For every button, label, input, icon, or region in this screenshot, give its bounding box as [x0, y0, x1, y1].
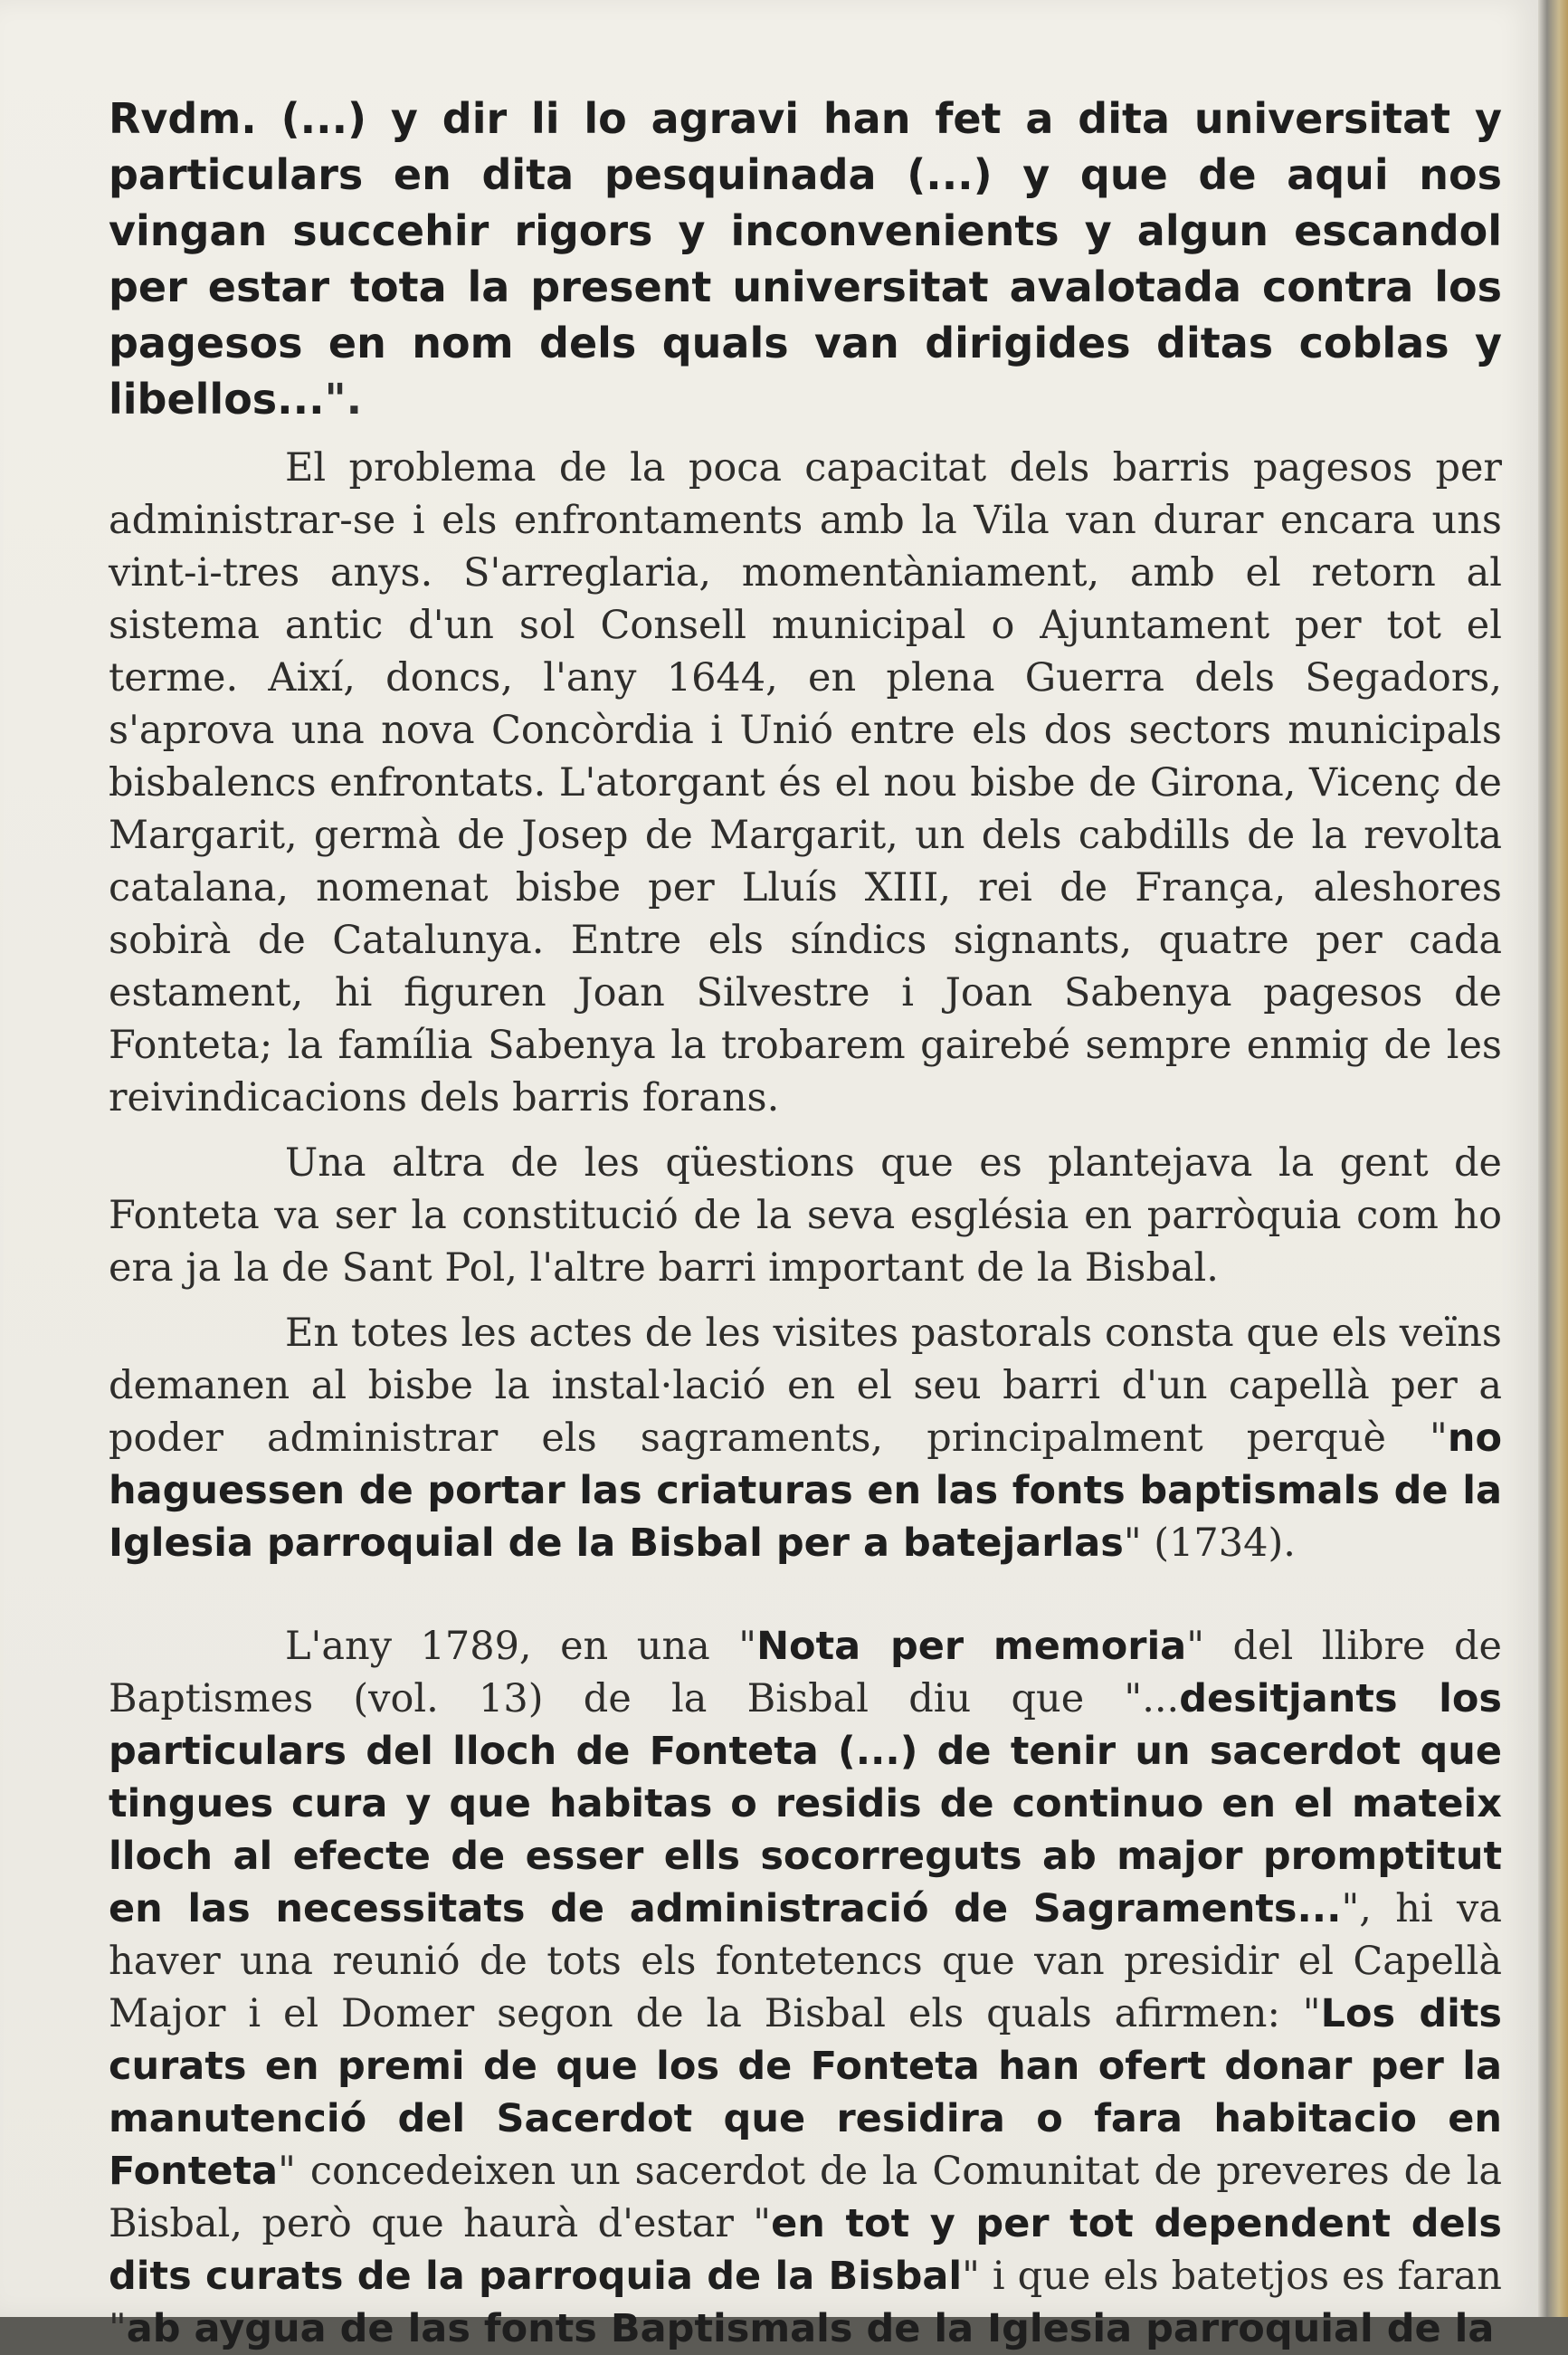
body-text: " i que els batetjos es faran " [109, 2254, 1502, 2351]
body-text: En totes les actes de les visites pastorals consta que els veïns demanen al bisbe la instal·lació en el seu barri d'un capellà per a poder administrar els sagraments, principalment perquè " [109, 1311, 1502, 1461]
quoted-text: Rvdm. (...) y dir li lo agravi han fet a dita universitat y particulars en dita pesquinada (...) y que de aqui nos vingan succehir rigors y inconvenients y algun escandol per estar tota la present universitat avalotada contra los pagesos en nom dels quals van dirigides ditas coblas y libellos... [109, 94, 1502, 424]
quoted-text: desitjants los particulars del lloch de Fonteta (...) de tenir un sacerdot que tingues cura y que habitas o residis de continuo en el mateix lloch al efecte de esser ells socorreguts ab major promptitut en las necessitats de administració de Sagraments... [109, 1676, 1503, 1931]
body-text: ", hi va haver una reunió de tots els fontetencs que van presidir el Capellà Major i el Domer segon de la Bisbal els quals afirmen: " [109, 1886, 1502, 2036]
body-text: L'any 1789, en una " [285, 1624, 757, 1669]
body-text: " (1734). [1123, 1521, 1296, 1566]
quoted-text: Los dits curats en premi de que los de Fonteta han ofert donar per la manutenció del Sacerdot que residira o fara habitacio en Fonteta [109, 1991, 1502, 2194]
body-text: " del llibre de Baptismes (vol. 13) de la Bisbal diu que "... [109, 1624, 1502, 1721]
body-text: El problema de la poca capacitat dels barris pagesos per administrar-se i els enfrontaments amb la Vila van durar encara uns vint-i-tres anys. S'arreglaria, momentàniament, amb el retorn al sistema antic d'un sol Consell municipal o Ajuntament per tot el terme. Així, doncs, l'any 1644, en plena Guerra dels Segadors, s'aprova una nova Concòrdia i Unió entre els dos sectors municipals bisbalencs enfrontats. L'atorgant és el nou bisbe de Girona, Vicenç de Margarit, germà de Josep de Margarit, un dels cabdills de la revolta catalana, nomenat bisbe per Lluís XIII, rei de França, aleshores sobirà de Catalunya. Entre els síndics signants, quatre per cada estament, hi figuren Joan Silvestre i Joan Sabenya pagesos de Fonteta; la família Sabenya la trobarem gairebé sempre enmig de les reivindicacions dels barris forans. [109, 445, 1502, 1120]
quoted-text: en tot y per tot dependent dels dits curats de la parroquia de la Bisbal [109, 2201, 1502, 2299]
body-text: Una altra de les qüestions que es plantejava la gent de Fonteta va ser la constitució de la seva església en parròquia com ho era ja la de Sant Pol, l'altre barri important de la Bisbal. [109, 1140, 1502, 1291]
page-text [109, 91, 1503, 2351]
body-text: " concedeixen un sacerdot de la Comunitat de preveres de la Bisbal, però que haurà d'estar " [109, 2149, 1502, 2246]
page-edge [1538, 0, 1568, 2317]
body-paragraph-3 [109, 1307, 1502, 1569]
quoted-text: Nota per memoria [756, 1624, 1187, 1669]
quote-paragraph [109, 91, 1502, 427]
quoted-text: ab aygua de las fonts Baptismals de la Iglesia parroquial de la [126, 2306, 1495, 2351]
quoted-text: no haguessen de portar las criaturas en las fonts baptismals de la Iglesia parroquial de la Bisbal per a batejarlas [109, 1416, 1502, 1566]
body-text: ". [324, 375, 363, 424]
body-paragraph-2 [109, 1137, 1502, 1294]
body-paragraph-1 [109, 442, 1502, 1124]
body-paragraph-4 [109, 1620, 1502, 2355]
